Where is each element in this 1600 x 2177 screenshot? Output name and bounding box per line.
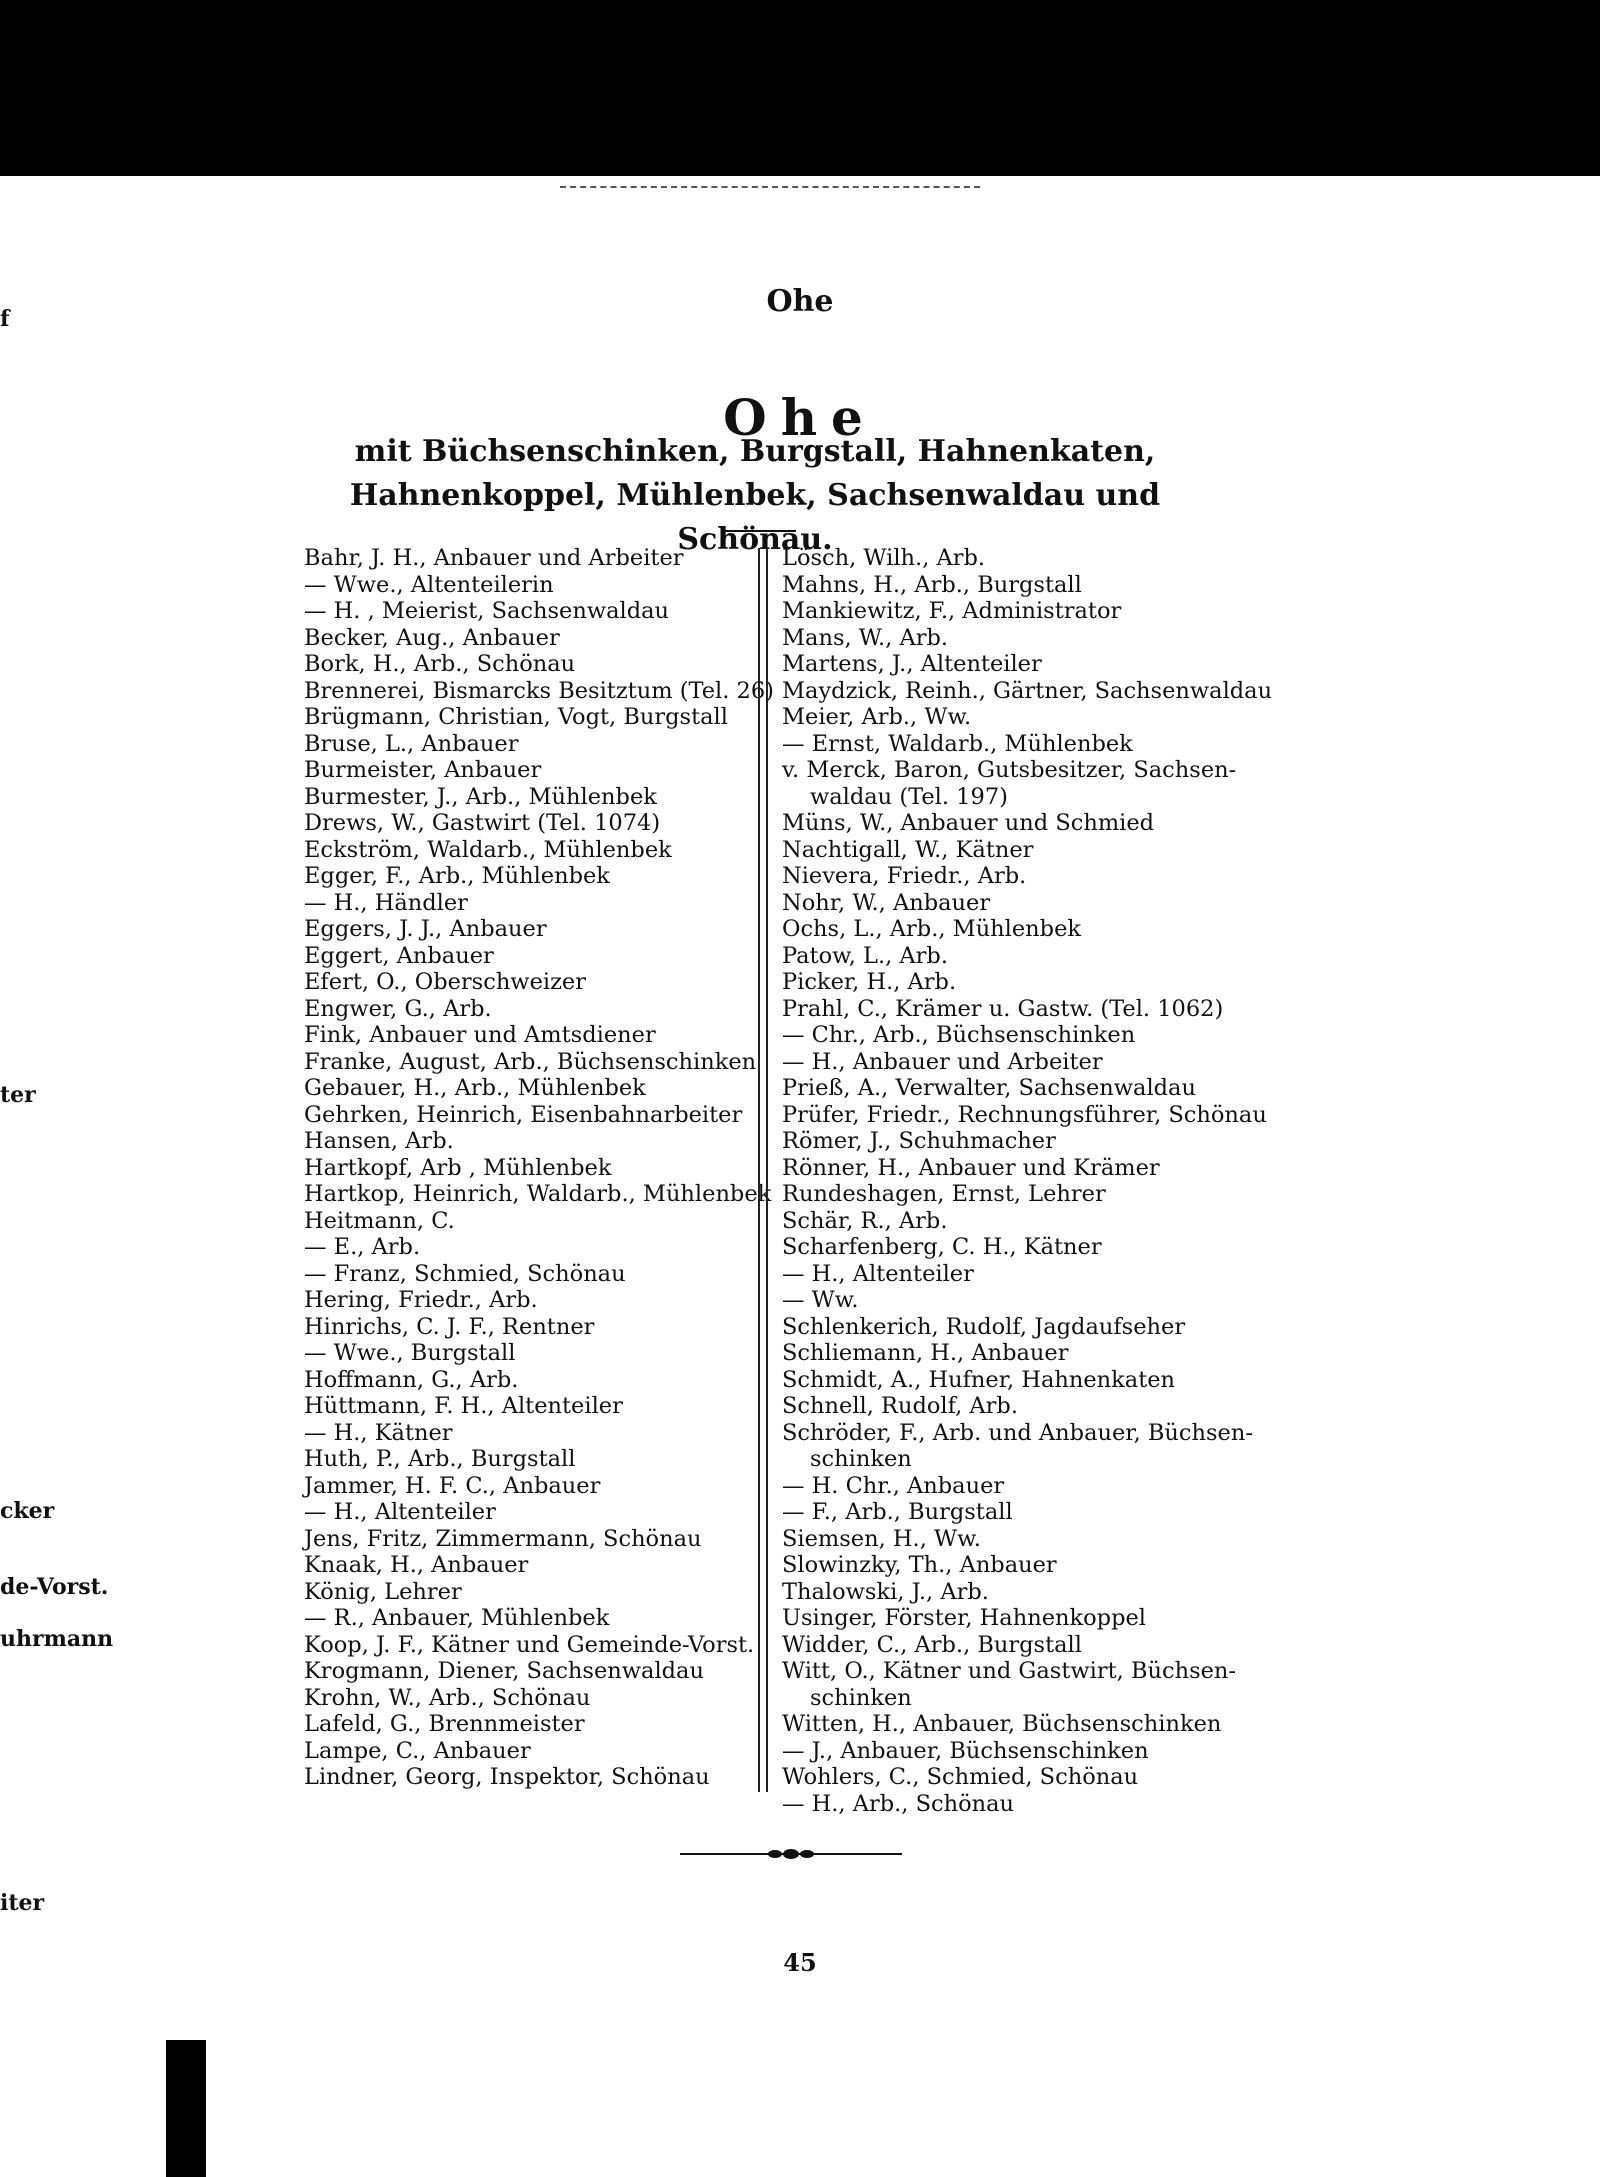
list-item: Picker, H., Arb. [782, 969, 957, 995]
list-item: Witten, H., Anbauer, Büchsenschinken [782, 1711, 1222, 1737]
list-item: Hartkopf, Arb , Mühlenbek [304, 1154, 612, 1181]
list-item: Patow, L., Arb. [782, 942, 948, 969]
list-item: Nachtigall, W., Kätner [782, 836, 1034, 863]
list-item: Becker, Aug., Anbauer [304, 624, 560, 651]
facing-page-fragment: uhrmann [0, 1626, 114, 1652]
list-item: Hering, Friedr., Arb. [304, 1287, 538, 1313]
list-item: Gebauer, H., Arb., Mühlenbek [304, 1075, 646, 1101]
list-item: Eggers, J. J., Anbauer [304, 916, 547, 942]
list-item: Fink, Anbauer und Amtsdiener [304, 1022, 656, 1048]
list-item: Ochs, L., Arb., Mühlenbek [782, 916, 1082, 942]
list-item: Brennerei, Bismarcks Besitztum (Tel. 26) [304, 677, 774, 704]
list-item: Heitmann, C. [304, 1207, 455, 1234]
list-item: Slowinzky, Th., Anbauer [782, 1552, 1057, 1578]
list-item: Nohr, W., Anbauer [782, 889, 991, 916]
right-column [782, 545, 1272, 1817]
list-item: Bruse, L., Anbauer [304, 730, 519, 757]
list-item: Schliemann, H., Anbauer [782, 1340, 1069, 1366]
list-item: Drews, W., Gastwirt (Tel. 1074) [304, 810, 661, 836]
page-number: 45 [783, 1948, 817, 1977]
list-item: Widder, C., Arb., Burgstall [782, 1631, 1082, 1658]
list-item: — H., Altenteiler [782, 1260, 974, 1287]
list-item: Mans, W., Arb. [782, 624, 949, 651]
scan-border-top-left [0, 0, 186, 176]
list-item: Hüttmann, F. H., Altenteiler [304, 1393, 623, 1419]
end-ornament [680, 1848, 902, 1860]
list-item-continuation: schinken [810, 1446, 912, 1472]
list-item: Engwer, G., Arb. [304, 995, 492, 1022]
list-item: Burmester, J., Arb., Mühlenbek [304, 783, 657, 810]
list-item: — Chr., Arb., Büchsenschinken [782, 1022, 1136, 1048]
list-item: — Ww. [782, 1287, 859, 1313]
list-item: — E., Arb. [304, 1234, 421, 1260]
list-item: — H., Arb., Schönau [782, 1790, 1015, 1817]
list-item: Eggert, Anbauer [304, 942, 494, 969]
list-item: König, Lehrer [304, 1578, 462, 1605]
list-item: Krogmann, Diener, Sachsenwaldau [304, 1658, 704, 1684]
list-item: — R., Anbauer, Mühlenbek [304, 1605, 610, 1631]
list-item: Lafeld, G., Brennmeister [304, 1711, 585, 1737]
list-item: Mankiewitz, F., Administrator [782, 598, 1122, 624]
scan-margin-right [1296, 176, 1600, 2177]
list-item: Schröder, F., Arb. und Anbauer, Büchsen- [782, 1419, 1253, 1446]
scan-gutter-bottom [166, 2040, 206, 2177]
list-item: Thalowski, J., Arb. [782, 1578, 989, 1605]
facing-page-fragment: cker [0, 1498, 55, 1524]
list-item: Eckström, Waldarb., Mühlenbek [304, 836, 672, 863]
list-item: Hansen, Arb. [304, 1128, 454, 1154]
list-item: Prieß, A., Verwalter, Sachsenwaldau [782, 1075, 1196, 1101]
list-item: Lösch, Wilh., Arb. [782, 545, 986, 571]
list-item: Martens, J., Altenteiler [782, 651, 1042, 677]
list-item: Römer, J., Schuhmacher [782, 1128, 1056, 1154]
list-item: Usinger, Förster, Hahnenkoppel [782, 1605, 1146, 1631]
list-item: — H. Chr., Anbauer [782, 1472, 1005, 1499]
list-item: Hartkop, Heinrich, Waldarb., Mühlenbek [304, 1181, 772, 1207]
list-item: Jammer, H. F. C., Anbauer [304, 1472, 601, 1499]
column-divider [758, 548, 768, 1792]
list-item: Prahl, C., Krämer u. Gastw. (Tel. 1062) [782, 995, 1224, 1022]
list-item: Lampe, C., Anbauer [304, 1737, 531, 1764]
list-item: Huth, P., Arb., Burgstall [304, 1446, 576, 1472]
list-item-continuation: schinken [810, 1684, 912, 1711]
list-item: — Wwe., Altenteilerin [304, 571, 554, 598]
list-item: Jens, Fritz, Zimmermann, Schönau [304, 1525, 702, 1552]
top-rule [560, 186, 980, 188]
list-item: Siemsen, H., Ww. [782, 1525, 981, 1552]
list-item: — Franz, Schmied, Schönau [304, 1260, 626, 1287]
facing-page-fragment: de-Vorst. [0, 1574, 109, 1600]
list-item: Müns, W., Anbauer und Schmied [782, 810, 1155, 836]
page-subtitle: mit Büchsenschinken, Burgstall, Hahnenkaten, Hahnenkoppel, Mühlenbek, Sachsenwaldau und Schönau. [349, 434, 1161, 557]
list-item: Koop, J. F., Kätner und Gemeinde-Vorst. [304, 1631, 755, 1658]
list-item: Schnell, Rudolf, Arb. [782, 1393, 1018, 1419]
list-item: Bork, H., Arb., Schönau [304, 651, 576, 677]
list-item: Wohlers, C., Schmied, Schönau [782, 1764, 1139, 1790]
list-item: Bahr, J. H., Anbauer und Arbeiter [304, 545, 684, 571]
list-item: Efert, O., Oberschweizer [304, 969, 587, 995]
title-rule [724, 530, 796, 532]
facing-page-fragment: iter [0, 1890, 45, 1916]
list-item: v. Merck, Baron, Gutsbesitzer, Sachsen- [782, 757, 1237, 783]
list-item: — H., Händler [304, 889, 468, 916]
list-item: Mahns, H., Arb., Burgstall [782, 571, 1082, 598]
list-item: — F., Arb., Burgstall [782, 1499, 1013, 1525]
list-item: — Ernst, Waldarb., Mühlenbek [782, 730, 1133, 757]
list-item: Rönner, H., Anbauer und Krämer [782, 1154, 1160, 1181]
list-item: Hoffmann, G., Arb. [304, 1366, 519, 1393]
list-item: Meier, Arb., Ww. [782, 704, 972, 730]
facing-page-fragment: f [0, 306, 10, 332]
list-item: Gehrken, Heinrich, Eisenbahnarbeiter [304, 1101, 743, 1128]
list-item: Krohn, W., Arb., Schönau [304, 1684, 591, 1711]
list-item: Schlenkerich, Rudolf, Jagdaufseher [782, 1313, 1186, 1340]
list-item: Nievera, Friedr., Arb. [782, 863, 1027, 889]
list-item: — Wwe., Burgstall [304, 1340, 516, 1366]
page-title: Ohe [723, 388, 877, 447]
list-item: — H., Anbauer und Arbeiter [782, 1048, 1103, 1075]
scan-border-top [186, 0, 1600, 176]
facing-page-fragment: ter [0, 1082, 36, 1108]
list-item: Schmidt, A., Hufner, Hahnenkaten [782, 1366, 1176, 1393]
facing-page-edge [0, 176, 188, 2040]
running-head: Ohe [766, 284, 834, 319]
list-item: Maydzick, Reinh., Gärtner, Sachsenwaldau [782, 677, 1273, 704]
list-item: Rundeshagen, Ernst, Lehrer [782, 1181, 1106, 1207]
list-item: Witt, O., Kätner und Gastwirt, Büchsen- [782, 1658, 1237, 1684]
list-item: Egger, F., Arb., Mühlenbek [304, 863, 610, 889]
list-item: Lindner, Georg, Inspektor, Schönau [304, 1764, 710, 1790]
list-item: — J., Anbauer, Büchsenschinken [782, 1737, 1149, 1764]
list-item: Hinrichs, C. J. F., Rentner [304, 1313, 595, 1340]
list-item: Knaak, H., Anbauer [304, 1552, 529, 1578]
list-item: Prüfer, Friedr., Rechnungsführer, Schönau [782, 1101, 1267, 1128]
list-item: Brügmann, Christian, Vogt, Burgstall [304, 704, 728, 730]
list-item: Schär, R., Arb. [782, 1207, 948, 1234]
list-item: — H., Kätner [304, 1419, 453, 1446]
list-item: Franke, August, Arb., Büchsenschinken [304, 1048, 757, 1075]
list-item: Scharfenberg, C. H., Kätner [782, 1234, 1102, 1260]
left-column [304, 545, 774, 1791]
list-item: Burmeister, Anbauer [304, 757, 542, 783]
list-item: — H. , Meierist, Sachsenwaldau [304, 598, 670, 624]
list-item: — H., Altenteiler [304, 1499, 496, 1525]
list-item-continuation: waldau (Tel. 197) [810, 783, 1008, 810]
